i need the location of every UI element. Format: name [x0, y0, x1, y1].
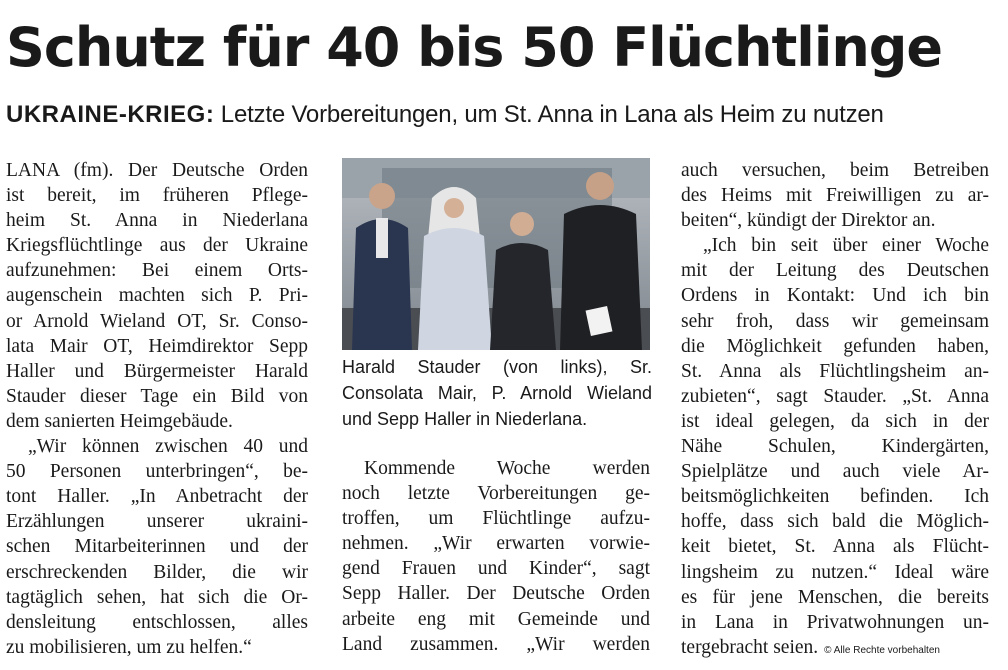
text-line: sehr froh, dass wir gemeinsam [681, 310, 989, 332]
text-line: die Möglichkeit gefunden haben, [681, 335, 989, 357]
headline: Schutz für 40 bis 50 Flüchtlinge [6, 16, 943, 79]
copyright-notice: © Alle Rechte vorbehalten [824, 644, 940, 656]
text-line: zubieten“, sagt Stauder. „St. Anna [681, 385, 989, 407]
caption-line: Harald Stauder (von links), Sr. [342, 357, 652, 377]
text-line: Kommende Woche werden [364, 458, 650, 479]
text-line: gend Frauen und Kinder“, sagt [342, 558, 650, 580]
text-line: „Ich bin seit über einer Woche [703, 235, 989, 257]
text-line: 50 Personen unterbringen“, be- [6, 461, 308, 483]
text-line: „Wir können zwischen 40 und [28, 436, 308, 458]
text-line: LANA (fm). Der Deutsche Orden [6, 160, 308, 181]
text-line: es für jene Menschen, die bereits [681, 586, 989, 608]
subheadline [6, 98, 1002, 132]
photo-illustration [342, 158, 650, 350]
text-line: tagtäglich sehen, hat sich die Or- [6, 586, 308, 608]
text-line: Nähe Schulen, Kindergärten, [681, 436, 989, 458]
text-line: erschreckenden Bilder, die wir [6, 561, 308, 583]
text-line: Ordens in Kontakt: Und ich bin [681, 285, 989, 307]
text-line: noch letzte Vorbereitungen ge- [342, 483, 650, 505]
text-line: augenschein machten sich P. Pri- [6, 285, 308, 307]
text-line: lata Mair OT, Heimdirektor Sepp [6, 335, 308, 357]
article-column-right [681, 158, 989, 660]
text-line: dem sanierten Heimgebäude. [6, 410, 233, 432]
text-line: nehmen. „Wir erwarten vorwie- [342, 533, 650, 555]
text-line: densleitung entschlossen, alles [6, 611, 308, 633]
text-line: Kriegsflüchtlinge aus der Ukraine [6, 235, 308, 257]
text-line: Spielplätze und auch viele Ar- [681, 461, 989, 483]
text-line: mit der Leitung des Deutschen [681, 260, 989, 282]
text-line: Land zusammen. „Wir werden [342, 633, 650, 655]
text-line: St. Anna als Flüchtlingsheim an- [681, 360, 989, 382]
text-line: Haller und Bürgermeister Harald [6, 360, 308, 382]
text-line: des Heims mit Freiwilligen zu ar- [681, 185, 989, 207]
article-column-middle [342, 456, 650, 657]
subheadline-text: Letzte Vorbereitungen, um St. Anna in Lana als Heim zu nutzen [214, 101, 884, 128]
text-line: Erzählungen unserer ukraini- [6, 511, 308, 533]
text-line: or Arnold Wieland OT, Sr. Conso- [6, 310, 308, 332]
text-line: heim St. Anna in Niederlana [6, 210, 308, 232]
text-line: in Lana in Privatwohnungen un- [681, 611, 989, 633]
text-line: zu mobilisieren, um zu helfen.“ [6, 636, 252, 658]
text-line: beitsmöglichkeiten befinden. Ich [681, 486, 989, 508]
text-line: troffen, um Flüchtlinge aufzu- [342, 508, 650, 530]
text-line: ist ideal gelegen, da sich in der [681, 410, 989, 432]
article-photo [342, 158, 650, 350]
caption-line: und Sepp Haller in Niederlana. [342, 409, 588, 429]
photo-caption [342, 354, 652, 432]
text-line: tont Haller. „In Anbetracht der [6, 486, 308, 508]
text-line: schen Mitarbeiterinnen und der [6, 536, 308, 558]
text-line: Sepp Haller. Der Deutsche Orden [342, 583, 650, 605]
text-line: hoffe, dass sich bald die Möglich- [681, 511, 989, 533]
text-line: beiten“, kündigt der Direktor an. [681, 210, 936, 232]
text-line: auch versuchen, beim Betreiben [681, 160, 989, 181]
text-line: aufzunehmen: Bei einem Orts- [6, 260, 308, 282]
text-line-last [681, 635, 989, 660]
article-column-left [6, 158, 308, 660]
text-line: tergebracht seien. [681, 636, 819, 658]
text-line: lingsheim zu nutzen.“ Ideal wäre [681, 561, 989, 583]
subheadline-kicker: UKRAINE-KRIEG: [6, 101, 215, 128]
text-line: arbeite eng mit Gemeinde und [342, 608, 650, 630]
text-line: Stauder dieser Tage ein Bild von [6, 385, 308, 407]
caption-line: Consolata Mair, P. Arnold Wieland [342, 383, 652, 403]
text-line: keit bietet, St. Anna als Flücht- [681, 536, 989, 558]
text-line: ist bereit, im früheren Pflege- [6, 185, 308, 207]
